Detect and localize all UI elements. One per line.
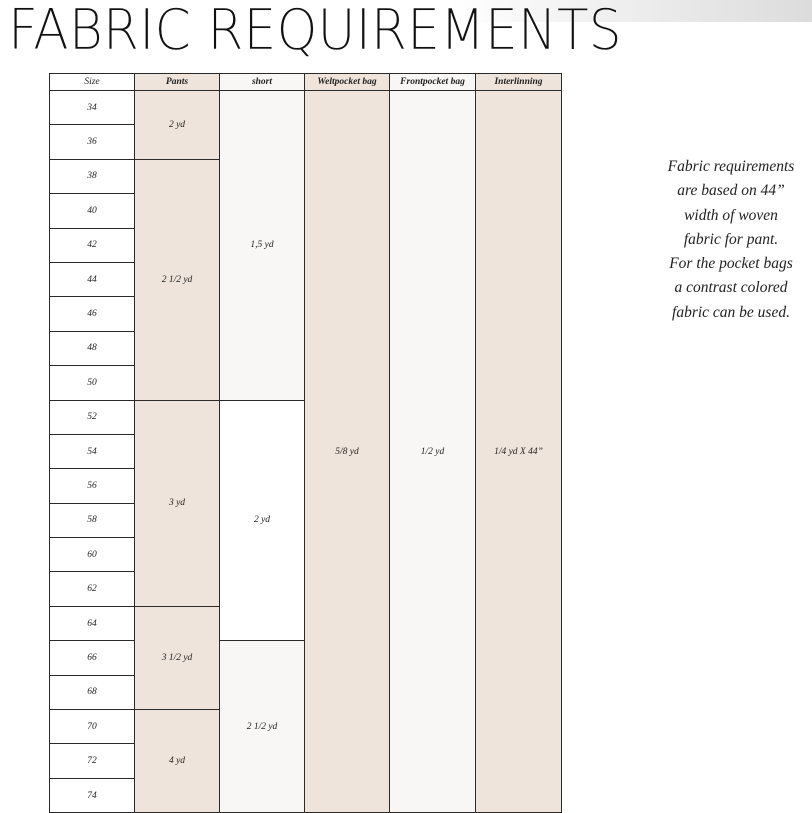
short-cell: 1,5 yd — [220, 91, 305, 401]
size-cell: 40 — [50, 194, 135, 228]
pants-cell: 2 1/2 yd — [135, 159, 220, 400]
fabric-requirements-table — [49, 73, 562, 813]
size-cell: 64 — [50, 606, 135, 640]
interlinning-cell: 1/4 yd X 44” — [476, 91, 562, 813]
size-cell: 42 — [50, 228, 135, 262]
table-row — [50, 91, 562, 125]
size-cell: 54 — [50, 434, 135, 468]
note-line: fabric can be used. — [672, 303, 790, 321]
size-cell: 62 — [50, 572, 135, 606]
size-cell: 46 — [50, 297, 135, 331]
pants-cell: 3 yd — [135, 400, 220, 606]
size-cell: 34 — [50, 91, 135, 125]
note-line: Fabric requirements — [667, 158, 795, 175]
weltpocket-bag-cell: 5/8 yd — [305, 91, 390, 813]
header-weltpocket-bag: Weltpocket bag — [305, 74, 390, 91]
frontpocket-bag-cell: 1/2 yd — [390, 91, 476, 813]
fabric-note — [636, 155, 812, 325]
pants-cell: 3 1/2 yd — [135, 606, 220, 709]
note-line: For the pocket bags — [669, 255, 793, 273]
size-cell: 66 — [50, 641, 135, 675]
header-frontpocket-bag: Frontpocket bag — [390, 74, 476, 91]
header-size: Size — [50, 74, 135, 91]
header-interlinning: Interlinning — [476, 74, 562, 91]
header-pants: Pants — [135, 74, 220, 91]
pants-cell: 4 yd — [135, 710, 220, 813]
note-line: a contrast colored — [674, 279, 788, 297]
note-line: fabric for pant. — [683, 230, 779, 248]
short-cell: 2 1/2 yd — [220, 641, 305, 813]
size-cell: 68 — [50, 675, 135, 709]
table-header-row — [50, 74, 562, 91]
size-cell: 56 — [50, 469, 135, 503]
size-cell: 60 — [50, 538, 135, 572]
short-cell: 2 yd — [220, 400, 305, 641]
size-cell: 38 — [50, 159, 135, 193]
size-cell: 74 — [50, 778, 135, 812]
size-cell: 70 — [50, 710, 135, 744]
pants-cell: 2 yd — [135, 91, 220, 160]
note-line: width of woven — [684, 206, 778, 224]
size-cell: 58 — [50, 503, 135, 537]
size-cell: 44 — [50, 262, 135, 296]
header-short: short — [220, 74, 305, 91]
size-cell: 48 — [50, 331, 135, 365]
size-cell: 72 — [50, 744, 135, 778]
size-cell: 52 — [50, 400, 135, 434]
note-line: are based on 44” — [677, 182, 785, 200]
size-cell: 36 — [50, 125, 135, 159]
page-title: FABRIC REQUIREMENTS — [8, 0, 622, 63]
size-cell: 50 — [50, 366, 135, 400]
